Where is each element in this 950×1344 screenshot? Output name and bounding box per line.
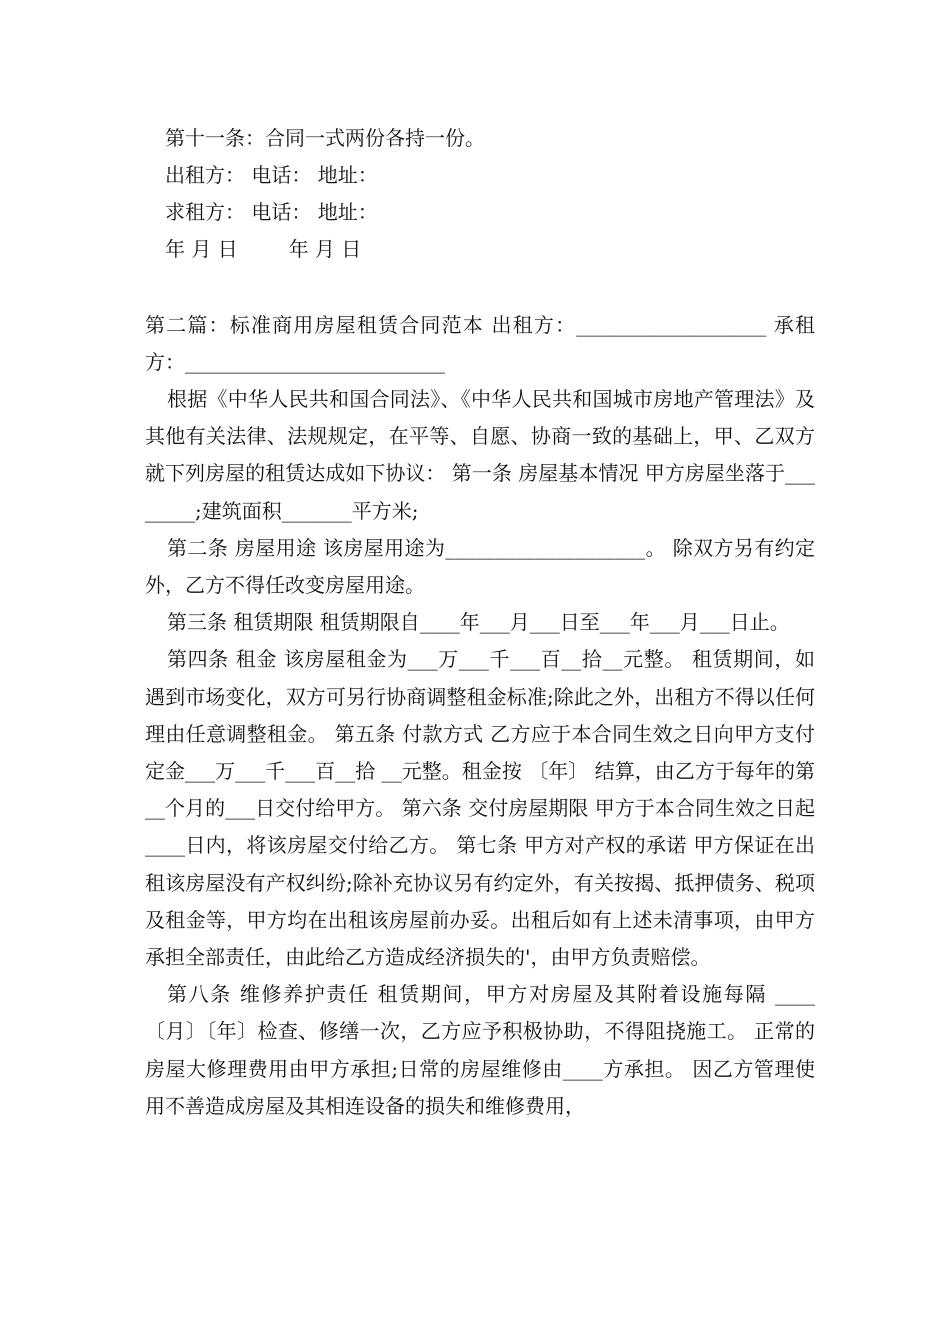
contract-paragraph-term: 第三条 租赁期限 租赁期限自____年___月___日至___年___月___日止。 xyxy=(167,610,790,635)
document-page xyxy=(145,120,815,1125)
contract-paragraph-usage: 第二条 房屋用途 该房屋用途为____________________。 除双方另有约定外，乙方不得任改变房屋用途。 xyxy=(145,535,815,598)
section-gap xyxy=(145,268,815,307)
lessee-contact-line: 求租方： 电话： 地址： xyxy=(165,200,378,224)
second-contract-heading: 第二篇：标准商用房屋租赁合同范本 出租方：___________________ 承租方：__________________________ xyxy=(145,313,815,374)
clause-11: 第十一条：合同一式两份各持一份。 xyxy=(165,126,485,150)
contract-paragraph-basis: 根据《中华人民共和国合同法》、《中华人民共和国城市房地产管理法》及其他有关法律、法规规定，在平等、自愿、协商一致的基础上，甲、乙双方就下列房屋的租赁达成如下协议： 第一条 房屋基本情况 甲方房屋坐落于________;建筑面积_______平方米; xyxy=(145,387,815,523)
signature-date-line: 年 月 日 年 月 日 xyxy=(165,237,362,261)
lessor-contact-line: 出租方： 电话： 地址： xyxy=(165,163,378,187)
contract-paragraph-rent: 第四条 租金 该房屋租金为___万___千___百__拾__元整。 租赁期间，如遇到市场变化，双方可另行协商调整租金标准;除此之外，出租方不得以任何理由任意调整租金。 第五条 付款方式 乙方应于本合同生效之日向甲方支付定金___万___千___百__拾 __元整。租金按 〔年〕 结算，由乙方于每年的第__个月的___日交付给甲方。 第六条 交付房屋期限 甲方于本合同生效之日起____日内，将该房屋交付给乙方。 第七条 甲方对产权的承诺 甲方保证在出租该房屋没有产权纠纷;除补充协议另有约定外，有关按揭、抵押债务、税项及租金等，甲方均在出租该房屋前办妥。出租后如有上述未清事项，由甲方承担全部责任，由此给乙方造成经济损失的'，由甲方负责赔偿。 xyxy=(145,647,815,970)
contract-paragraph-maintenance: 第八条 维修养护责任 租赁期间，甲方对房屋及其附着设施每隔 ____〔月〕〔年〕检查、修缮一次，乙方应予积极协助，不得阻挠施工。 正常的房屋大修理费用由甲方承担;日常的房屋维修由____方承担。 因乙方管理使用不善造成房屋及其相连设备的损失和维修费用， xyxy=(145,982,815,1118)
